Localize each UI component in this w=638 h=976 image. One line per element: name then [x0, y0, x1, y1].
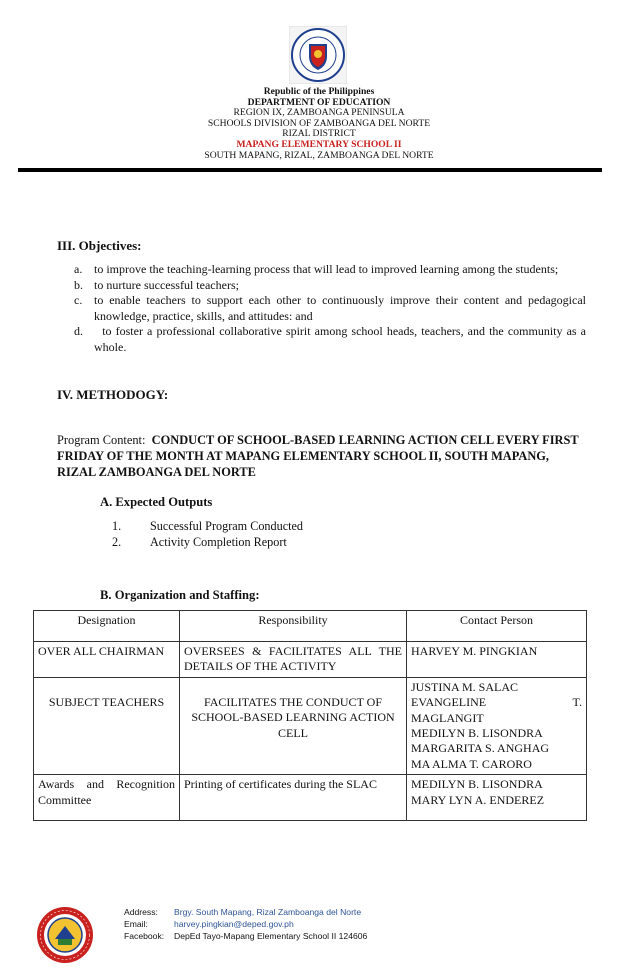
- organization-heading: B. Organization and Staffing:: [100, 588, 260, 602]
- cell-designation: OVER ALL CHAIRMAN: [34, 642, 180, 678]
- header-divider: [18, 168, 602, 172]
- list-marker: a.: [74, 262, 83, 276]
- table-row: [34, 642, 587, 678]
- cell-designation: SUBJECT TEACHERS: [34, 677, 180, 774]
- letterhead-district: RIZAL DISTRICT: [282, 128, 356, 140]
- cell-responsibility: OVERSEES & FACILITATES ALL THE DETAILS OF THE ACTIVITY: [180, 642, 407, 678]
- program-content-text: CONDUCT OF SCHOOL-BASED LEARNING ACTION CELL EVERY FIRST FRIDAY OF THE MONTH AT MAPANG ELEMENTARY SCHOOL II, SOUTH MAPANG, RIZAL ZAMBOANGA DEL NORTE: [57, 433, 579, 479]
- letterhead-division: SCHOOLS DIVISION OF ZAMBOANGA DEL NORTE: [207, 117, 431, 129]
- footer-email-link[interactable]: harvey.pingkian@deped.gov.ph: [174, 919, 294, 929]
- footer-email-row: [124, 918, 367, 930]
- list-item-text: to improve the teaching-learning process that will lead to improved learning among the students;: [94, 262, 559, 276]
- list-item: [112, 518, 303, 534]
- list-item: [74, 293, 586, 324]
- objectives-heading: III. Objectives:: [57, 238, 142, 253]
- contact-name: MARY LYN A. ENDEREZ: [411, 792, 545, 807]
- table-row: [34, 677, 587, 774]
- footer-facebook: DepEd Tayo-Mapang Elementary School II 124606: [174, 931, 368, 941]
- expected-outputs-list: [112, 518, 303, 550]
- contact-name: [411, 695, 582, 710]
- letterhead-school-name: MAPANG ELEMENTARY SCHOOL II: [236, 138, 402, 150]
- list-item-text: to foster a professional collaborative spirit among school heads, teachers, and the community as a whole.: [94, 324, 589, 354]
- footer-address-label: Address:: [124, 907, 158, 917]
- column-header-responsibility: Responsibility: [180, 611, 407, 642]
- letterhead-region: REGION IX, ZAMBOANGA PENINSULA: [233, 107, 405, 119]
- letterhead-republic: Republic of the Philippines: [263, 86, 375, 97]
- contact-name-initial: T.: [572, 695, 582, 710]
- contact-name: MEDILYN B. LISONDRA: [411, 726, 543, 741]
- footer-address-row: [124, 906, 367, 918]
- list-marker: 1.: [112, 519, 122, 533]
- letterhead-address: SOUTH MAPANG, RIZAL, ZAMBOANGA DEL NORTE: [204, 149, 434, 161]
- cell-contact: [407, 775, 587, 821]
- column-header-contact: Contact Person: [407, 611, 587, 642]
- list-item-text: to nurture successful teachers;: [94, 277, 239, 292]
- list-item-text: to enable teachers to support each other to continuously improve their content and pedagogical knowledge, practice, skills, and attitudes: and: [94, 293, 586, 323]
- contact-name: JUSTINA M. SALAC: [411, 679, 519, 694]
- list-marker: c.: [74, 293, 83, 308]
- school-seal-logo: [36, 906, 94, 964]
- expected-outputs-heading: A. Expected Outputs: [100, 495, 213, 509]
- footer-facebook-label: Facebook:: [124, 931, 165, 941]
- cell-responsibility: Printing of certificates during the SLAC: [180, 775, 407, 821]
- letterhead: [0, 87, 638, 161]
- contact-name: MARGARITA S. ANGHAG: [411, 741, 550, 756]
- footer-contact: [124, 906, 367, 942]
- letterhead-department: DEPARTMENT OF EDUCATION: [247, 96, 391, 108]
- list-item: [74, 324, 589, 355]
- list-item: [112, 534, 303, 550]
- staffing-table: [33, 610, 587, 821]
- table-header-row: [34, 611, 587, 642]
- footer-email-label: Email:: [124, 919, 148, 929]
- table-row: [34, 775, 587, 821]
- contact-name-first: EVANGELINE: [411, 695, 487, 710]
- methodology-heading: IV. METHODOGY:: [57, 387, 169, 402]
- cell-contact: [407, 677, 587, 774]
- contact-name-surname: MAGLANGIT: [411, 710, 484, 725]
- list-marker: d.: [74, 324, 83, 339]
- list-item: [74, 278, 586, 294]
- list-item-text: Successful Program Conducted: [150, 519, 303, 533]
- footer-address: Brgy. South Mapang, Rizal Zamboanga del Norte: [174, 907, 362, 917]
- list-marker: 2.: [112, 535, 122, 549]
- footer-facebook-row: [124, 930, 367, 942]
- contact-name: MA ALMA T. CARORO: [411, 756, 532, 771]
- deped-seal-logo: [289, 26, 347, 84]
- objectives-list: [74, 262, 589, 356]
- program-content-label: Program Content:: [57, 433, 146, 447]
- list-marker: b.: [74, 277, 83, 292]
- cell-designation: Awards and Recognition Committee: [34, 775, 180, 821]
- contact-name: MEDILYN B. LISONDRA: [411, 777, 543, 792]
- cell-contact: HARVEY M. PINGKIAN: [407, 642, 587, 678]
- list-item: [74, 262, 586, 278]
- cell-responsibility: FACILITATES THE CONDUCT OF SCHOOL-BASED LEARNING ACTION CELL: [180, 677, 407, 774]
- column-header-designation: Designation: [34, 611, 180, 642]
- list-item-text: Activity Completion Report: [150, 535, 287, 549]
- program-content: [57, 432, 589, 480]
